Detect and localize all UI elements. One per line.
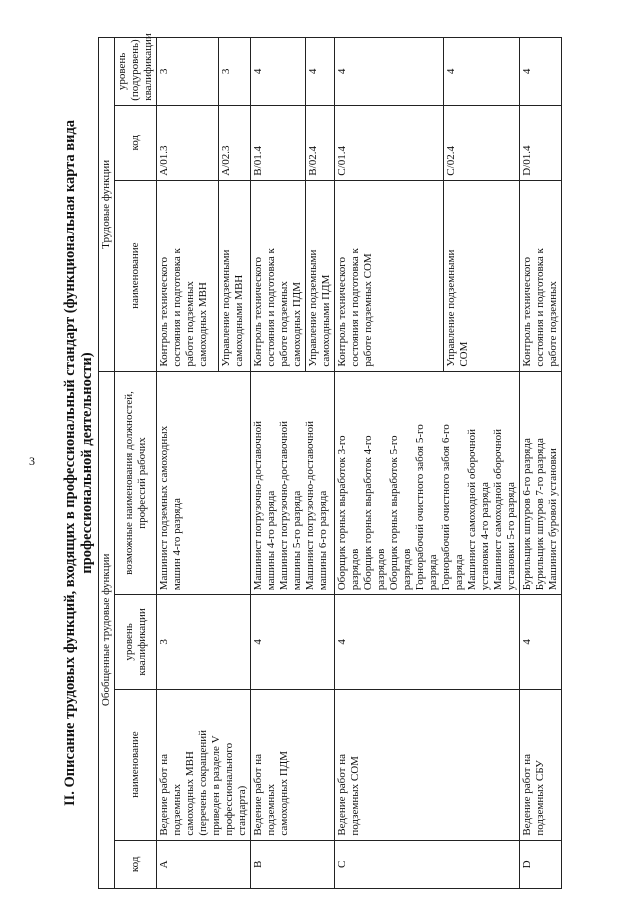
tf-name xyxy=(335,180,444,371)
gtf-name-line: подземных СБУ xyxy=(534,760,546,836)
heading-line: профессиональной деятельности) xyxy=(79,352,95,574)
tf-level: 4 xyxy=(251,38,306,106)
tf-name-line: состояния и подготовка к xyxy=(349,248,361,367)
position-line: Машинист самоходной оборочной xyxy=(466,428,478,591)
tf-name xyxy=(444,180,520,371)
header-line: квалификации xyxy=(142,33,154,101)
gtf-level: 4 xyxy=(251,595,335,689)
header-tf-level xyxy=(115,33,157,106)
gtf-name-line: Ведение работ на xyxy=(336,754,348,836)
tf-code: B/01.4 xyxy=(251,105,306,180)
gtf-name-line: подземных xyxy=(265,783,277,836)
header-code: код xyxy=(115,840,157,888)
gtf-positions xyxy=(520,371,562,595)
table-row xyxy=(335,38,444,889)
tf-name-line: СОМ xyxy=(458,341,471,367)
tf-level: 4 xyxy=(444,38,520,106)
header-line: квалификации xyxy=(135,608,148,676)
tf-name-line: Управление подземными xyxy=(219,249,232,367)
gtf-positions xyxy=(157,371,251,595)
tf-name xyxy=(251,180,306,371)
gtf-level: 4 xyxy=(520,595,562,689)
gtf-name-line: профессионального xyxy=(223,742,235,836)
header-line: уровень xyxy=(116,52,128,91)
gtf-name xyxy=(335,689,520,840)
position-line: установки 4-го разряда xyxy=(479,482,491,591)
tf-code: C/02.4 xyxy=(444,105,520,180)
tf-name-line: работе подземных СОМ xyxy=(362,253,374,367)
position-line: разрядов xyxy=(401,548,413,591)
tf-name-line: Контроль технического xyxy=(158,257,170,367)
position-line: разряда xyxy=(453,554,465,591)
gtf-name xyxy=(251,689,335,840)
table-row xyxy=(157,38,219,889)
tf-name-line: самоходных МВН xyxy=(197,282,209,367)
gtf-code: B xyxy=(251,840,335,888)
gtf-name-line: приведен в разделе V xyxy=(210,735,222,836)
header-tf-name: наименование xyxy=(115,180,157,371)
position-line: машины 5-го разряда xyxy=(291,490,303,591)
gtf-name xyxy=(520,689,562,840)
tf-name xyxy=(218,180,250,371)
tf-name xyxy=(520,180,562,371)
header-labor-functions: Трудовые функции xyxy=(99,38,115,372)
position-line: Машинист погрузочно-доставочной xyxy=(278,421,290,591)
tf-level: 4 xyxy=(520,38,562,106)
position-line: Бурильщик шпуров 7-го разряда xyxy=(534,438,546,591)
tf-name-line: состояния и подготовка к xyxy=(171,248,183,367)
position-line: Горнорабочий очистного забоя 5-го xyxy=(414,424,426,591)
gtf-name xyxy=(157,689,251,840)
position-line: машины 4-го разряда xyxy=(265,490,277,591)
gtf-name-line: Ведение работ на xyxy=(158,754,170,836)
gtf-name-line: самоходных ПДМ xyxy=(278,750,290,836)
tf-level: 4 xyxy=(306,38,335,106)
gtf-code: C xyxy=(335,840,520,888)
tf-name-line: состояния и подготовка к xyxy=(534,248,546,367)
section-heading xyxy=(62,37,96,889)
tf-name-line: Контроль технического xyxy=(252,257,264,367)
tf-level: 4 xyxy=(335,38,444,106)
table-row xyxy=(520,38,562,889)
position-line: Оборщик горных выработок 3-го xyxy=(336,435,348,591)
tf-code: B/02.4 xyxy=(306,105,335,180)
tf-name-line: самоходными МВН xyxy=(232,274,245,367)
tf-name-line: состояния и подготовка к xyxy=(265,248,277,367)
gtf-positions xyxy=(335,371,520,595)
header-line: (подуровень) xyxy=(129,39,141,101)
tf-name-line: Управление подземными xyxy=(307,249,319,367)
gtf-name-line: (перечень сокращений xyxy=(197,729,209,836)
position-line: Бурильщик шпуров 6-го разряда xyxy=(521,438,533,591)
position-line: установки 5-го разряда xyxy=(505,482,517,591)
tf-name-line: самоходными ПДМ xyxy=(320,274,332,367)
tf-level: 3 xyxy=(157,38,219,106)
position-line: разряда xyxy=(427,554,439,591)
gtf-name-line: подземных xyxy=(171,783,183,836)
position-line: Машинист погрузочно-доставочной xyxy=(252,421,264,591)
position-line: Машинист буровой установки xyxy=(547,448,559,591)
tf-name-line: Контроль технического xyxy=(521,257,533,367)
gtf-level: 4 xyxy=(335,595,520,689)
functional-map-table xyxy=(98,33,562,889)
table-row xyxy=(251,38,306,889)
tf-name xyxy=(157,180,219,371)
tf-name-line: работе подземных xyxy=(278,281,290,367)
position-line: разрядов xyxy=(349,548,361,591)
tf-name xyxy=(306,180,335,371)
position-line: Машинист подземных самоходных xyxy=(158,425,170,591)
tf-code: A/01.3 xyxy=(157,105,219,180)
position-line: машины 6-го разряда xyxy=(317,490,329,591)
gtf-name-line: Ведение работ на xyxy=(252,754,264,836)
tf-name-line: самоходных ПДМ xyxy=(291,281,303,367)
header-positions xyxy=(115,371,157,595)
column-header-row xyxy=(115,38,157,889)
position-line: Оборщик горных выработок 4-го xyxy=(362,435,374,591)
gtf-name-line: Ведение работ на xyxy=(521,754,533,836)
gtf-name-line: подземных СОМ xyxy=(349,756,361,836)
position-line: Машинист самоходной оборочной xyxy=(492,428,504,591)
tf-name-line: работе подземных xyxy=(184,281,196,367)
gtf-name-line: стандарта) xyxy=(236,785,248,836)
tf-level: 3 xyxy=(218,38,250,106)
gtf-code: A xyxy=(157,840,251,888)
header-line: возможные наименования должностей, xyxy=(122,391,135,575)
position-line: Горнорабочий очистного забоя 6-го xyxy=(440,424,452,591)
position-line: Машинист погрузочно-доставочной xyxy=(304,421,316,591)
heading-line: II. Описание трудовых функций, входящих в профессиональный стандарт (функциональная карта вида xyxy=(62,119,78,807)
gtf-code: D xyxy=(520,840,562,888)
tf-code: D/01.4 xyxy=(520,105,562,180)
tf-name-line: Управление подземными xyxy=(445,249,458,367)
tf-name-line: Контроль технического xyxy=(336,257,348,367)
gtf-name-line: самоходных МВН xyxy=(184,751,196,836)
header-level xyxy=(115,595,157,689)
header-line: профессий рабочих xyxy=(135,437,148,529)
position-line: Оборщик горных выработок 5-го xyxy=(388,435,400,591)
position-line: машин 4-го разряда xyxy=(171,498,183,591)
table-body xyxy=(157,38,562,889)
header-generalized-functions: Обобщенные трудовые функции xyxy=(99,371,115,888)
tf-code: A/02.3 xyxy=(218,105,250,180)
gtf-positions xyxy=(251,371,335,595)
tf-name-line: работе подземных xyxy=(547,281,559,367)
page-number: 3 xyxy=(29,454,35,468)
tf-code: C/01.4 xyxy=(335,105,444,180)
header-tf-code: код xyxy=(115,105,157,180)
header-line: уровень xyxy=(122,623,135,661)
header-name: наименование xyxy=(115,689,157,840)
position-line: разрядов xyxy=(375,548,387,591)
gtf-level: 3 xyxy=(157,595,251,689)
